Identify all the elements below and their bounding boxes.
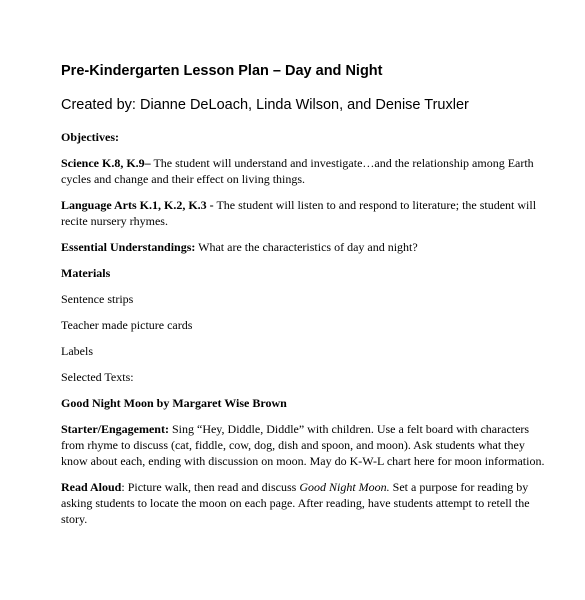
read-aloud-book-title: Good Night Moon. — [299, 480, 390, 494]
read-aloud-text-after: Set a purpose for reading by asking students to locate the moon on each page. After reading, have students attempt to retell the story. — [61, 480, 530, 526]
material-item: Sentence strips — [61, 292, 134, 306]
objectives-heading: Objectives: — [61, 130, 119, 144]
material-item: Teacher made picture cards — [61, 318, 193, 332]
starter-text: Sing “Hey, Diddle, Diddle” with children. Use a felt board with characters from rhyme to discuss (cat, fiddle, cow, dog, dish and spoon, and moon). Ask students what they know about each, ending with discussion on moon. May do K-W-L chart here for moon information. — [61, 422, 545, 468]
essential-understandings — [61, 239, 545, 255]
material-item: Labels — [61, 344, 93, 358]
document-authors: Created by: Dianne DeLoach, Linda Wilson, and Denise Truxler — [61, 97, 469, 113]
document-title: Pre-Kindergarten Lesson Plan – Day and Night — [61, 63, 383, 79]
language-arts-text: The student will listen to and respond to literature; the student will recite nursery rhymes. — [61, 198, 537, 228]
science-label: Science K.8, K.9– — [61, 156, 151, 170]
science-objective — [61, 155, 545, 187]
essential-label: Essential Understandings: — [61, 240, 196, 254]
language-arts-label: Language Arts K.1, K.2, K.3 - — [61, 198, 214, 212]
starter-engagement — [61, 421, 545, 469]
read-aloud-text-before: : Picture walk, then read and discuss — [121, 480, 300, 494]
materials-heading: Materials — [61, 266, 111, 280]
read-aloud-label: Read Aloud — [61, 480, 122, 494]
starter-label: Starter/Engagement: — [61, 422, 169, 436]
science-text: The student will understand and investigate…and the relationship among Earth cycles and change and their effect on living things. — [61, 156, 534, 186]
language-arts-objective — [61, 197, 545, 229]
selected-texts-label: Selected Texts: — [61, 370, 134, 384]
essential-text: What are the characteristics of day and night? — [195, 240, 418, 254]
read-aloud — [61, 479, 545, 527]
selected-text-title: Good Night Moon by Margaret Wise Brown — [61, 396, 287, 410]
